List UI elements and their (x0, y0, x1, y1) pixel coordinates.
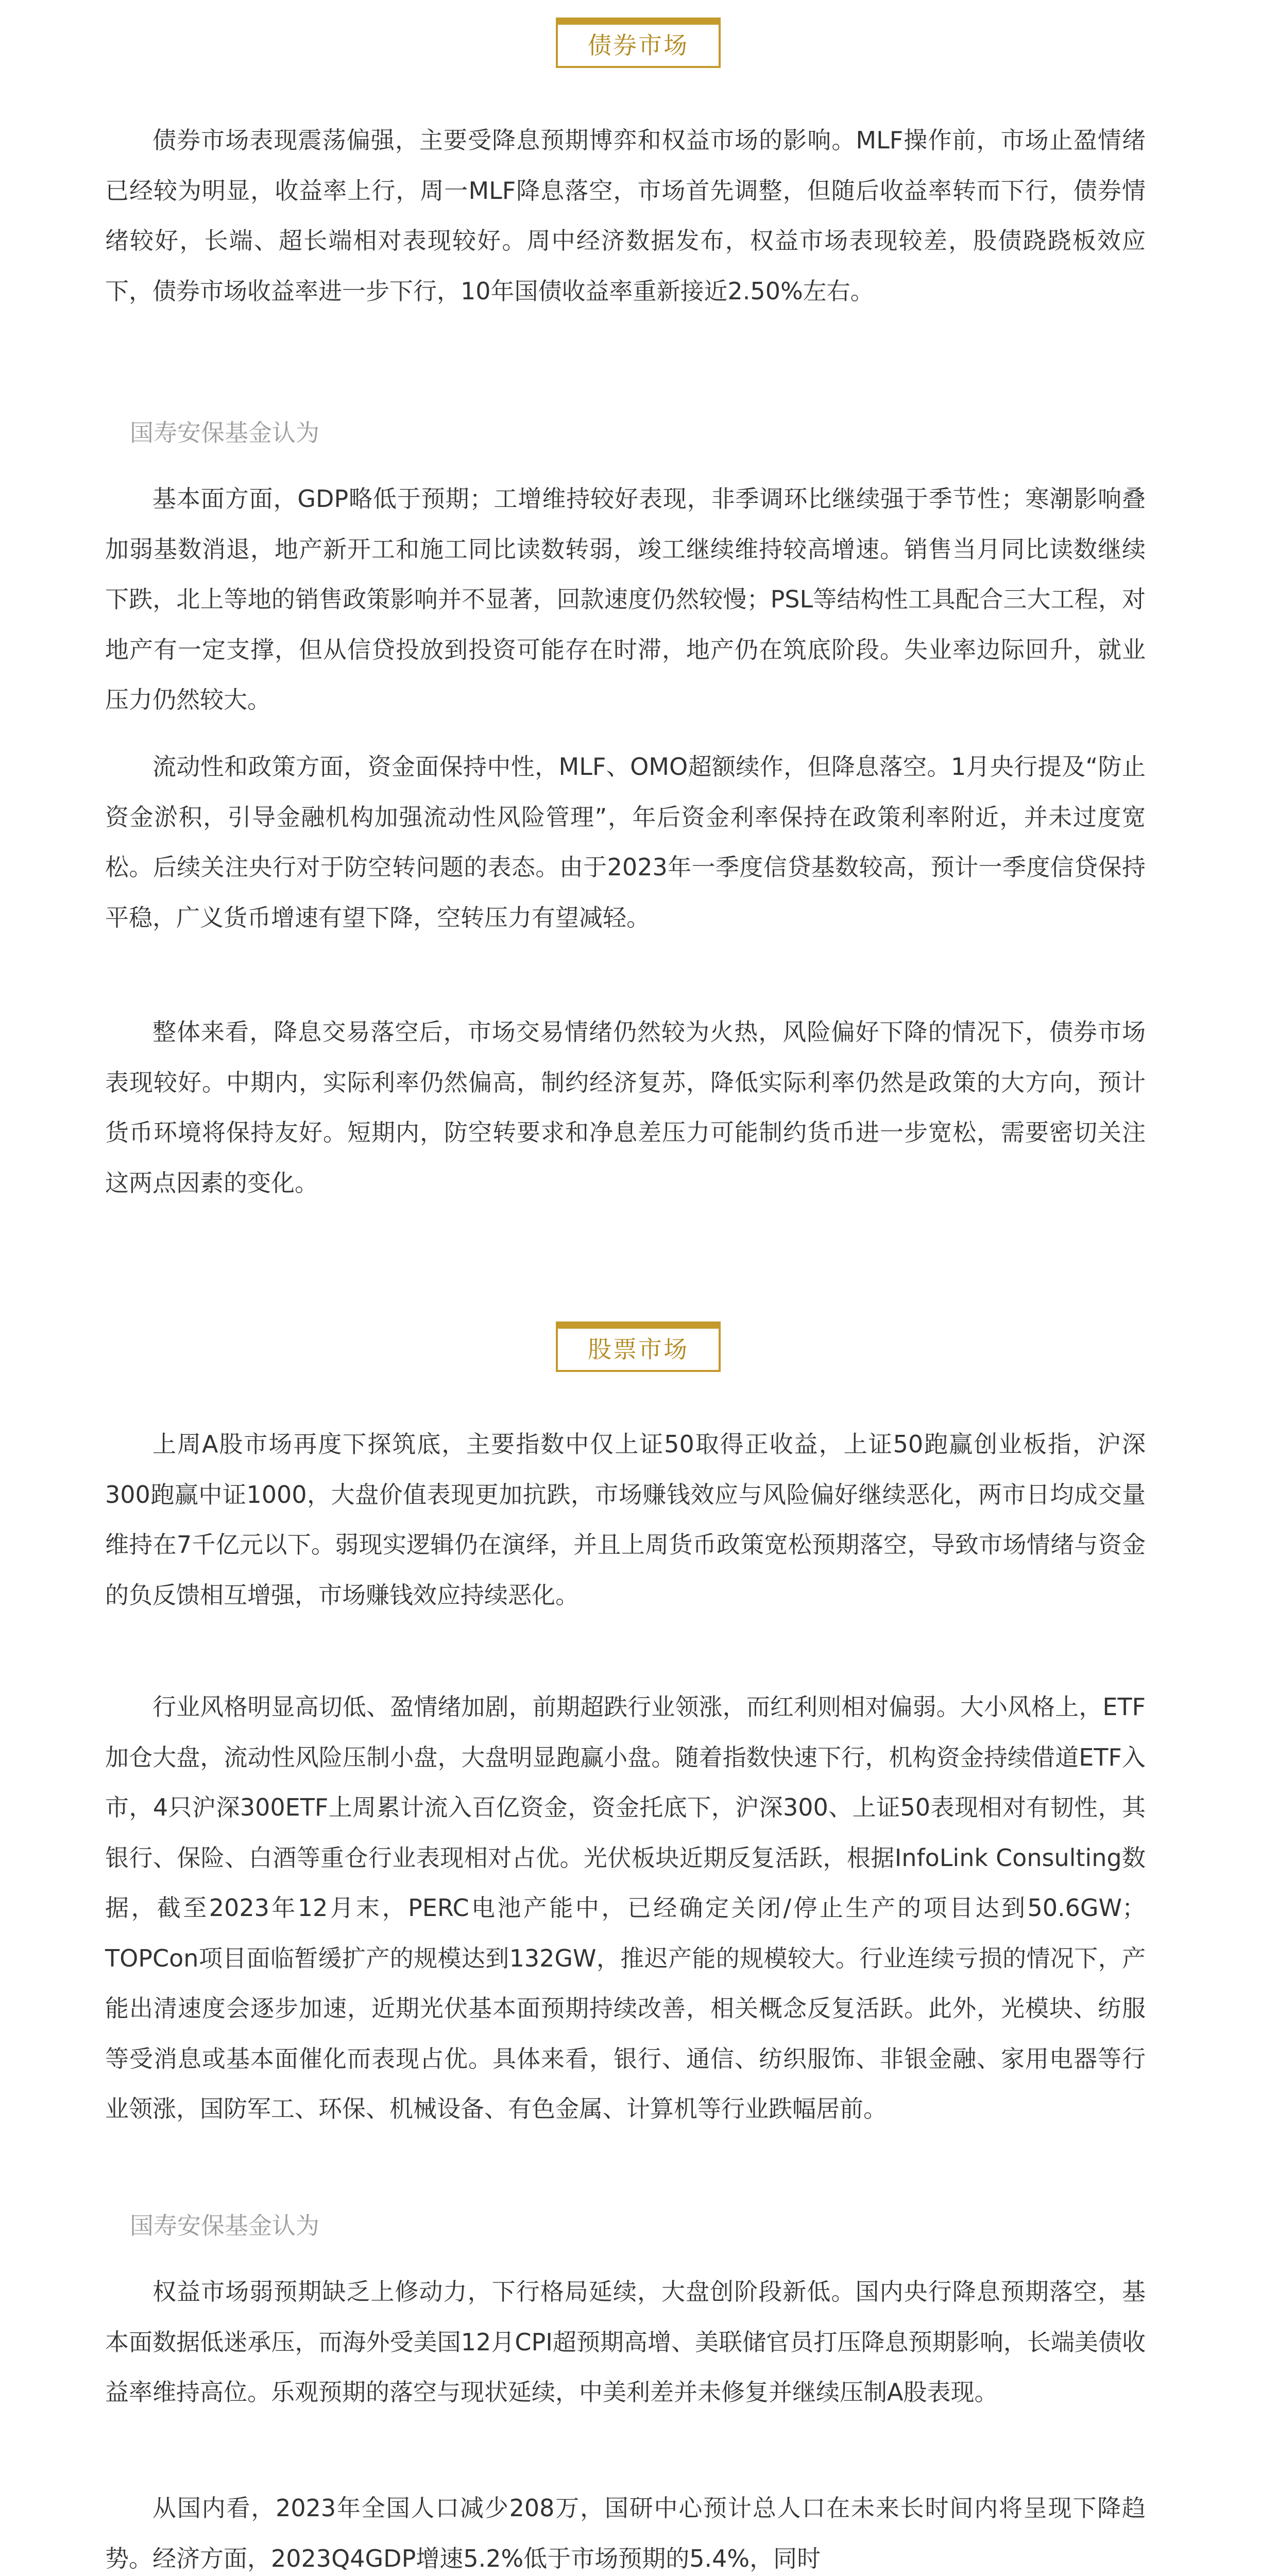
stock-paragraph-weekly-review: 上周A股市场再度下探筑底，主要指数中仅上证50取得正收益，上证50跑赢创业板指，沪深300跑赢中证1000，大盘价值表现更加抗跌，市场赚钱效应与风险偏好继续恶化，两市日均成交量维持在7千亿元以下。弱现实逻辑仍在演绎，并且上周货币政策宽松预期落空，导致市场情绪与资金的负反馈相互增强，市场赚钱效应持续恶化。 (105, 1430, 1146, 1609)
bond-section-title: 债券市场 (588, 31, 689, 59)
stock-section-title: 股票市场 (588, 1335, 689, 1363)
stock-view-label: 国寿安保基金认为 (130, 2212, 319, 2240)
bond-section-badge (556, 18, 721, 68)
stock-section-badge (556, 1321, 721, 1372)
stock-paragraph-outlook: 权益市场弱预期缺乏上修动力，下行格局延续，大盘创阶段新低。国内央行降息预期落空，基本面数据低迷承压，而海外受美国12月CPI超预期高增、美联储官员打压降息预期影响，长端美债收益率维持高位。乐观预期的落空与现状延续，中美利差并未修复并继续压制A股表现。 (105, 2278, 1146, 2406)
bond-view-label: 国寿安保基金认为 (130, 419, 319, 447)
bond-paragraph-fundamentals: 基本面方面，GDP略低于预期；工增维持较好表现，非季调环比继续强于季节性；寒潮影响叠加弱基数消退，地产新开工和施工同比读数转弱，竣工继续维持较高增速。销售当月同比读数继续下跌，北上等地的销售政策影响并不显著，回款速度仍然较慢；PSL等结构性工具配合三大工程，对地产有一定支撑，但从信贷投放到投资可能存在时滞，地产仍在筑底阶段。失业率边际回升，就业压力仍然较大。 (105, 485, 1146, 714)
stock-paragraph-domestic: 从国内看，2023年全国人口减少208万，国研中心预计总人口在未来长时间内将呈现下降趋势。经济方面，2023Q4GDP增速5.2%低于市场预期的5.4%，同时 (105, 2494, 1146, 2572)
bond-intro-paragraph: 债券市场表现震荡偏强，主要受降息预期博弈和权益市场的影响。MLF操作前，市场止盈情绪已经较为明显，收益率上行，周一MLF降息落空，市场首先调整，但随后收益率转而下行，债券情绪较好，长端、超长端相对表现较好。周中经济数据发布，权益市场表现较差，股债跷跷板效应下，债券市场收益率进一步下行，10年国债收益率重新接近2.50%左右。 (105, 126, 1146, 305)
stock-paragraph-sector-style: 行业风格明显高切低、盈情绪加剧，前期超跌行业领涨，而红利则相对偏弱。大小风格上，ETF加仓大盘，流动性风险压制小盘，大盘明显跑赢小盘。随着指数快速下行，机构资金持续借道ETF入市，4只沪深300ETF上周累计流入百亿资金，资金托底下，沪深300、上证50表现相对有韧性，其银行、保险、白酒等重仓行业表现相对占优。光伏板块近期反复活跃，根据InfoLink Consulting数据，截至2023年12月末，PERC电池产能中，已经确定关闭/停止生产的项目达到50.6GW；TOPCon项目面临暂缓扩产的规模达到132GW，推迟产能的规模较大。行业连续亏损的情况下，产能出清速度会逐步加速，近期光伏基本面预期持续改善，相关概念反复活跃。此外，光模块、纺服等受消息或基本面催化而表现占优。具体来看，银行、通信、纺织服饰、非银金融、家用电器等行业领涨，国防军工、环保、机械设备、有色金属、计算机等行业跌幅居前。 (105, 1693, 1146, 2123)
bond-paragraph-summary: 整体来看，降息交易落空后，市场交易情绪仍然较为火热，风险偏好下降的情况下，债券市场表现较好。中期内，实际利率仍然偏高，制约经济复苏，降低实际利率仍然是政策的大方向，预计货币环境将保持友好。短期内，防空转要求和净息差压力可能制约货币进一步宽松，需要密切关注这两点因素的变化。 (105, 1018, 1146, 1197)
bond-paragraph-liquidity: 流动性和政策方面，资金面保持中性，MLF、OMO超额续作，但降息落空。1月央行提及“防止资金淤积，引导金融机构加强流动性风险管理”，年后资金利率保持在政策利率附近，并未过度宽松。后续关注央行对于防空转问题的表态。由于2023年一季度信贷基数较高，预计一季度信贷保持平稳，广义货币增速有望下降，空转压力有望减轻。 (105, 753, 1146, 931)
